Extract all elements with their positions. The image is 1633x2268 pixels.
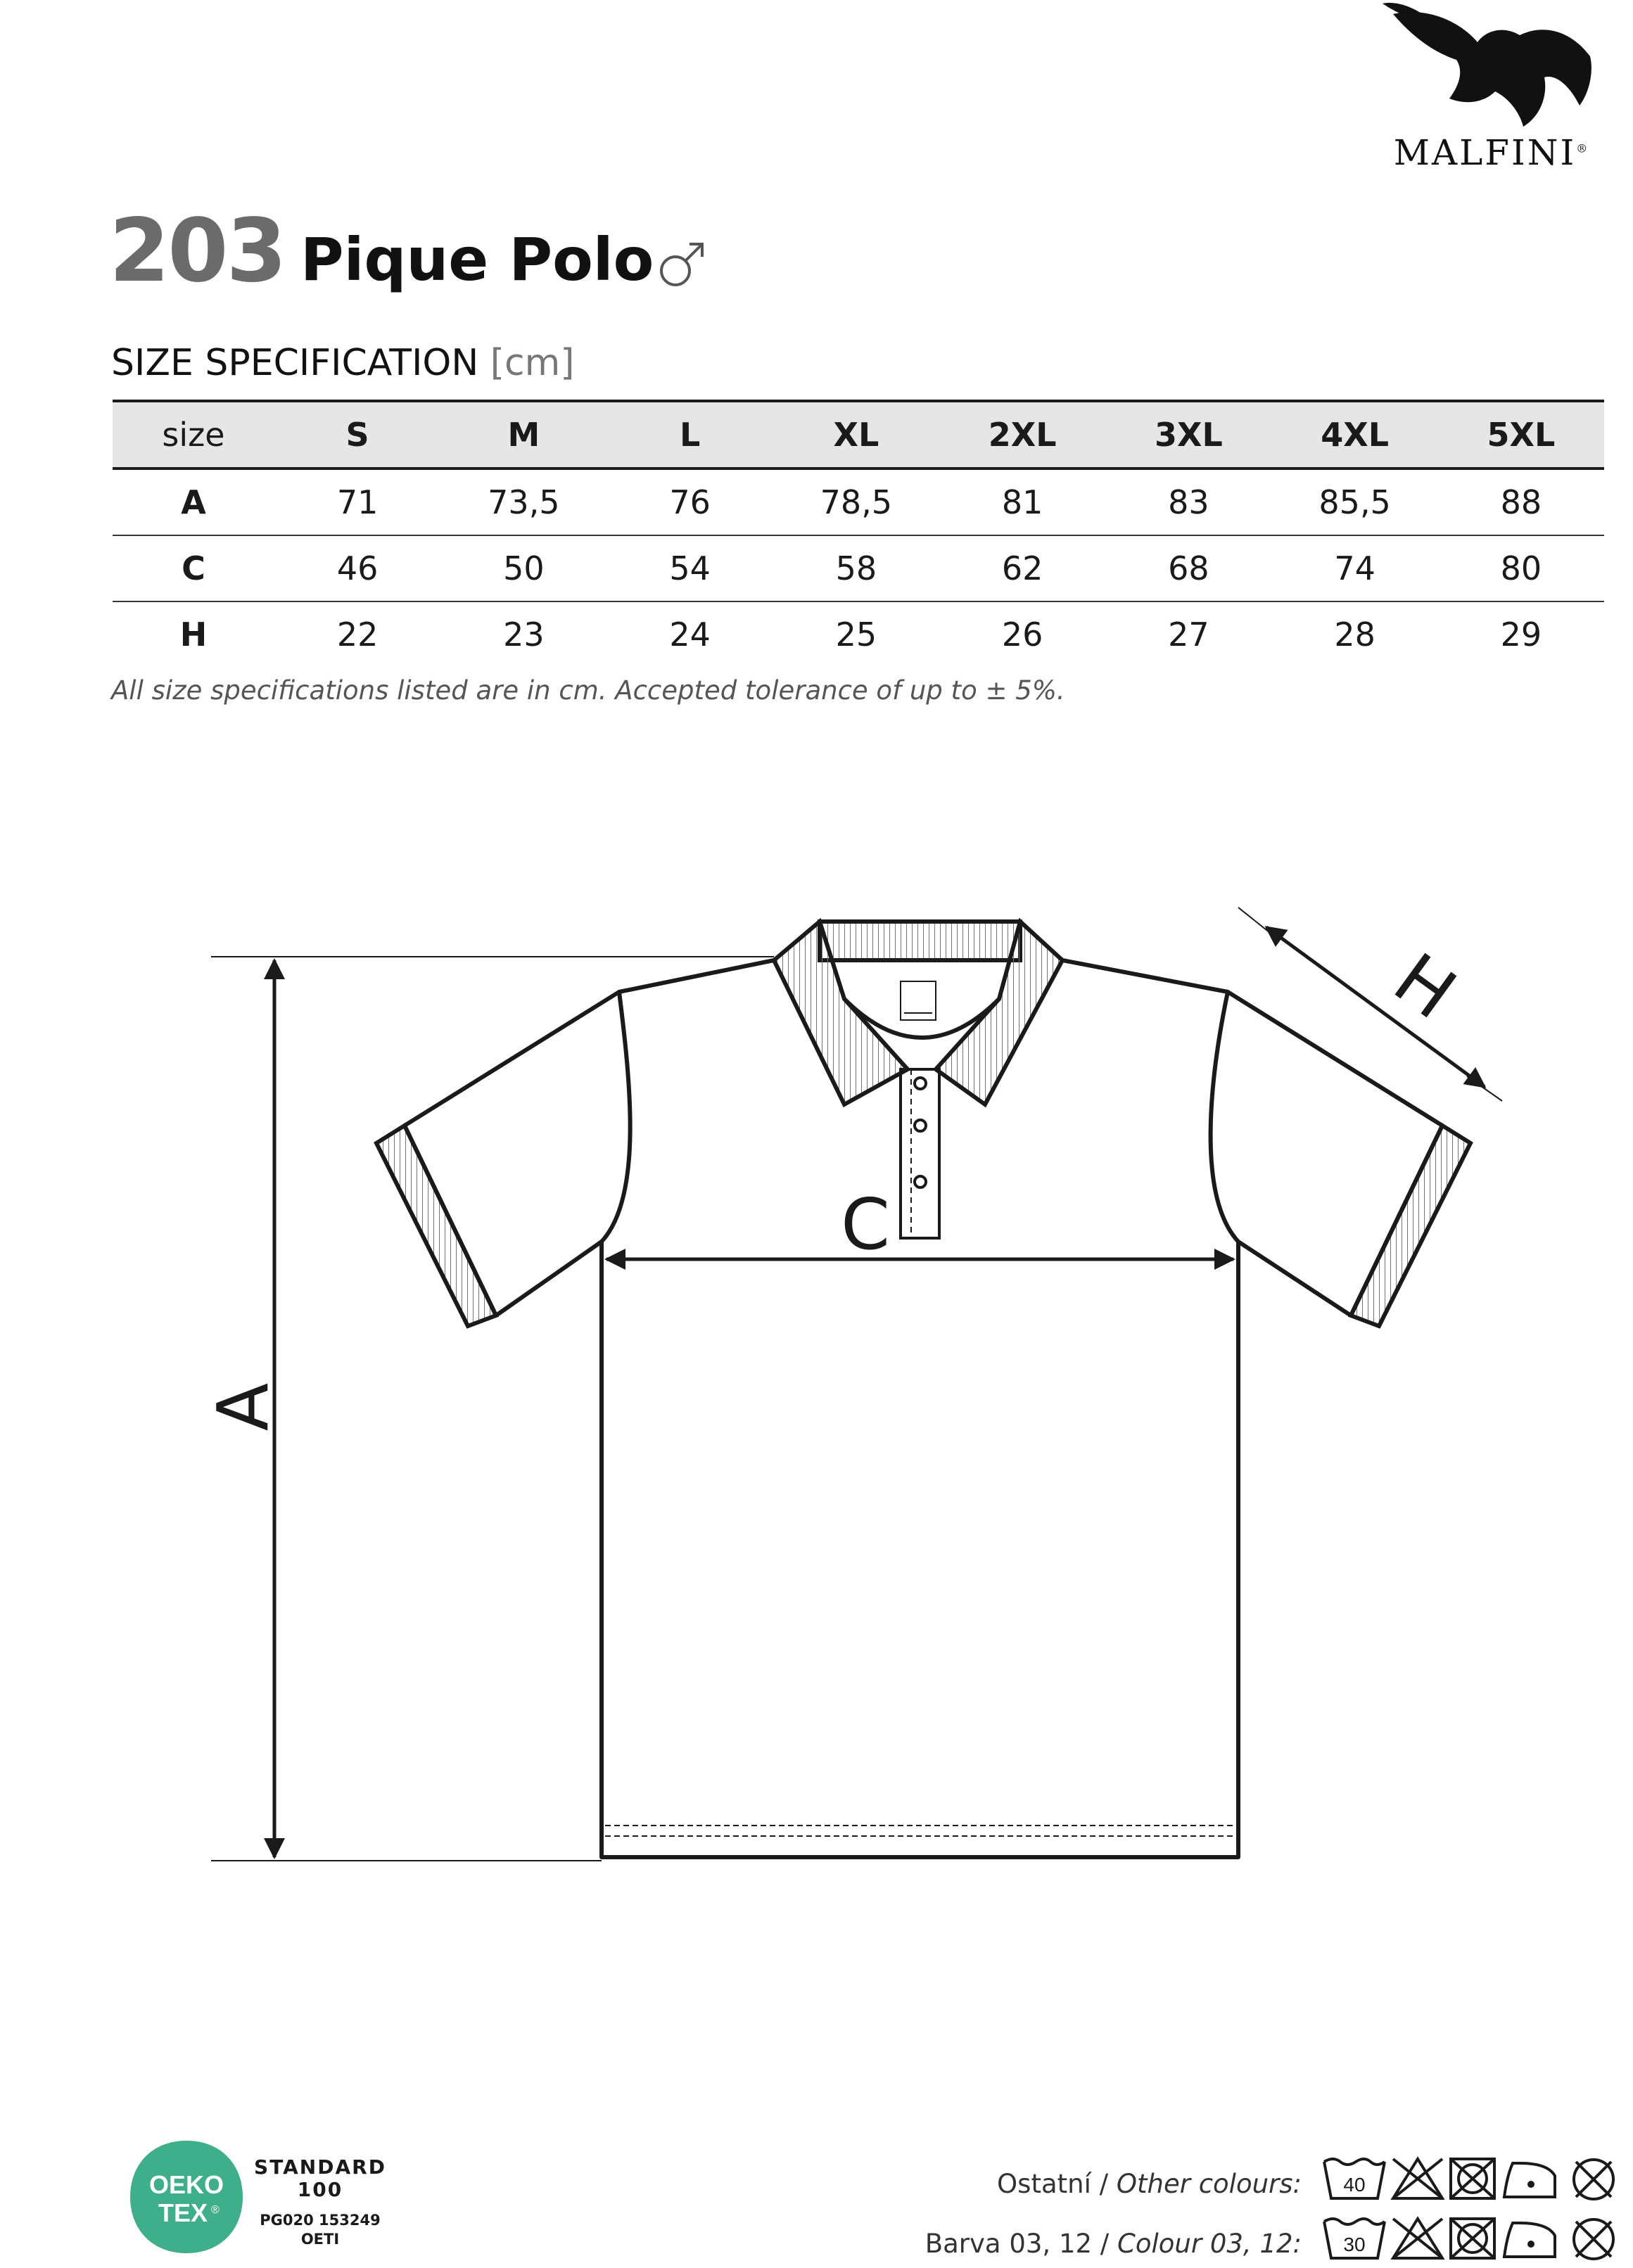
dimension-a — [211, 957, 774, 1861]
table-cell: 25 — [835, 616, 877, 654]
badge-reg: ® — [211, 2204, 220, 2216]
header-cell: M — [440, 401, 606, 469]
oeko-standard — [250, 2156, 390, 2201]
dimension-h — [1238, 907, 1502, 1101]
polo-measurement-diagram — [0, 830, 1633, 1956]
wash-tub-icon — [1324, 2219, 1385, 2258]
standard-line1: STANDARD — [254, 2155, 386, 2179]
table-cell: 81 — [1001, 483, 1043, 521]
table-cell: 68 — [1168, 549, 1209, 587]
table-cell: 46 — [336, 549, 379, 587]
table-header-row — [113, 401, 1604, 469]
care-line-other — [668, 2169, 1302, 2199]
care-line-2-en: Colour 03, 12: — [1117, 2229, 1302, 2259]
dimension-c-label: C — [841, 1183, 890, 1266]
table-cell: 88 — [1500, 483, 1542, 521]
row-label: A — [181, 483, 206, 521]
no-bleach-icon — [1393, 2219, 1442, 2258]
size-spec-title: SIZE SPECIFICATION — [111, 342, 479, 384]
care-separator: / — [1100, 2229, 1110, 2259]
wash-tub-icon — [1324, 2159, 1385, 2198]
table-cell: 27 — [1168, 616, 1209, 654]
tolerance-note: All size specifications listed are in cm. Accepted tolerance of up to ± 5%. — [111, 675, 1065, 706]
header-cell: 5XL — [1438, 401, 1604, 469]
table-cell: 78,5 — [820, 483, 893, 521]
no-dry-clean-icon — [1574, 2219, 1613, 2259]
table-cell: 76 — [669, 483, 711, 521]
size-spec-heading — [111, 342, 575, 384]
table-cell: 24 — [669, 616, 711, 654]
table-row — [113, 601, 1604, 667]
header-cell: XL — [773, 401, 939, 469]
hem-stitching — [605, 1826, 1235, 1836]
table-row — [113, 469, 1604, 535]
standard-line2: 100 — [297, 2178, 343, 2202]
table-cell: 29 — [1500, 616, 1542, 654]
table-cell: 85,5 — [1319, 483, 1391, 521]
iron-low-icon — [1504, 2223, 1555, 2257]
placket — [901, 1069, 939, 1238]
care-line-1-cz: Ostatní — [997, 2169, 1091, 2199]
table-cell: 26 — [1001, 616, 1043, 654]
care-line-2-cz: Barva 03, 12 — [924, 2229, 1093, 2259]
no-tumble-dry-icon — [1451, 2219, 1494, 2258]
care-line-1-en: Other colours: — [1116, 2169, 1302, 2199]
header-cell: 2XL — [939, 401, 1105, 469]
table-cell: 23 — [503, 616, 545, 654]
table-cell: 28 — [1334, 616, 1375, 654]
malfini-eagle-logo-icon — [1379, 0, 1604, 134]
header-cell: 3XL — [1105, 401, 1271, 469]
table-cell: 74 — [1334, 549, 1375, 587]
product-number: 203 — [109, 200, 285, 302]
row-label: C — [182, 549, 205, 587]
table-cell: 58 — [835, 549, 877, 587]
no-bleach-icon — [1393, 2159, 1442, 2198]
code-line1: PG020 153249 — [260, 2212, 381, 2229]
badge-line2: TEX — [158, 2198, 208, 2227]
row-label: H — [179, 616, 208, 654]
oeko-code — [250, 2211, 390, 2250]
care-separator: / — [1099, 2169, 1109, 2199]
sleeve-cuffs — [376, 1126, 1470, 1326]
polo-outline — [405, 960, 1442, 1857]
header-cell: S — [274, 401, 440, 469]
oeko-tex-badge-icon — [127, 2137, 246, 2257]
brand-registered-mark: ® — [1576, 141, 1590, 155]
table-cell: 62 — [1001, 549, 1043, 587]
care-icons-row — [1323, 2155, 1625, 2205]
header-cell: 4XL — [1272, 401, 1438, 469]
brand-wordmark — [1372, 132, 1611, 173]
code-line2: OETI — [300, 2231, 340, 2248]
table-cell: 50 — [503, 549, 545, 587]
product-name: Pique Polo — [300, 225, 654, 294]
badge-line1: OEKO — [148, 2170, 224, 2199]
size-spec-unit: [cm] — [490, 342, 575, 384]
iron-low-icon — [1504, 2163, 1555, 2197]
wash-temp: 40 — [1343, 2174, 1366, 2196]
header-cell: L — [607, 401, 773, 469]
size-table — [113, 400, 1604, 667]
table-cell: 54 — [669, 549, 711, 587]
table-cell: 22 — [336, 616, 379, 654]
table-cell: 71 — [336, 483, 379, 521]
table-cell: 73,5 — [488, 483, 560, 521]
wash-temp: 30 — [1343, 2234, 1366, 2255]
table-cell: 80 — [1500, 549, 1542, 587]
care-line-colour — [668, 2229, 1302, 2259]
dimension-a-label: A — [202, 1382, 284, 1432]
brand-name: MALFINI — [1393, 132, 1577, 173]
table-cell: 83 — [1168, 483, 1209, 521]
dimension-h-label: H — [1379, 937, 1471, 1036]
header-cell: size — [113, 401, 274, 469]
no-dry-clean-icon — [1574, 2160, 1613, 2199]
care-icons-row — [1323, 2215, 1625, 2265]
male-symbol-icon — [654, 236, 711, 292]
table-row — [113, 535, 1604, 601]
no-tumble-dry-icon — [1451, 2159, 1494, 2198]
